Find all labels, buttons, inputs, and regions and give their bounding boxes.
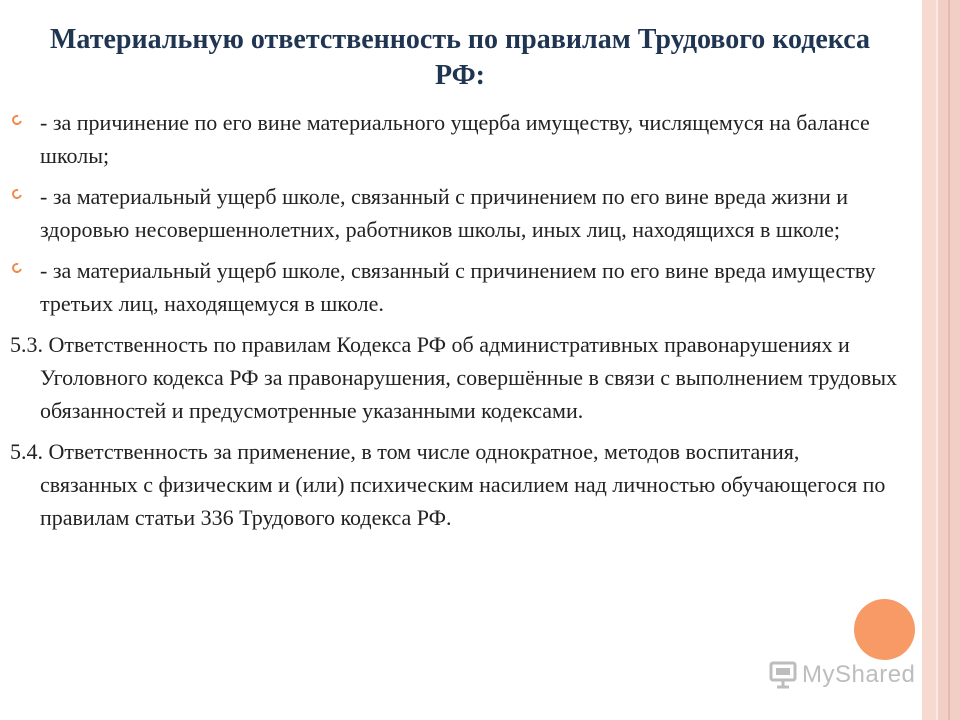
decorative-stripe <box>922 0 936 720</box>
numbered-paragraph <box>0 328 900 427</box>
bullet-item <box>0 254 900 320</box>
paragraph-text: 5.4. Ответственность за применение, в том числе однократное, методов воспитания, связанных с физическим и (или) психическим насилием над личностью обучающегося по правилам статьи 336 Трудового кодекса РФ. <box>10 439 886 530</box>
bullet-item <box>0 106 900 172</box>
bullet-text: - за материальный ущерб школе, связанный с причинением по его вине вреда жизни и здоровью несовершеннолетних, работников школы, иных лиц, находящихся в школе; <box>40 184 849 242</box>
watermark-logo <box>768 658 915 692</box>
paragraph-text: 5.3. Ответственность по правилам Кодекса РФ об административных правонарушениях и Уголовного кодекса РФ за правонарушения, совершённые в связи с выполнением трудовых обязанностей и предусмотренные указанными кодексами. <box>10 332 898 423</box>
presentation-board-icon <box>768 660 798 690</box>
bullet-item <box>0 180 900 246</box>
numbered-paragraph <box>0 435 900 534</box>
slide-content <box>0 106 900 542</box>
bullet-text: - за причинение по его вине материального ущерба имуществу, числящемуся на балансе школы; <box>40 110 870 168</box>
decorative-stripe <box>948 0 950 720</box>
bullet-text: - за материальный ущерб школе, связанный с причинением по его вине вреда имуществу третьих лиц, находящемуся в школе. <box>40 258 876 316</box>
watermark-text: MyShared <box>802 661 916 688</box>
bullet-ring-icon <box>10 113 24 127</box>
bullet-ring-icon <box>10 187 24 201</box>
decorative-circle <box>854 599 915 660</box>
slide-title: Материальную ответственность по правилам Трудового кодекса РФ: <box>50 24 870 91</box>
bullet-ring-icon <box>10 261 24 275</box>
